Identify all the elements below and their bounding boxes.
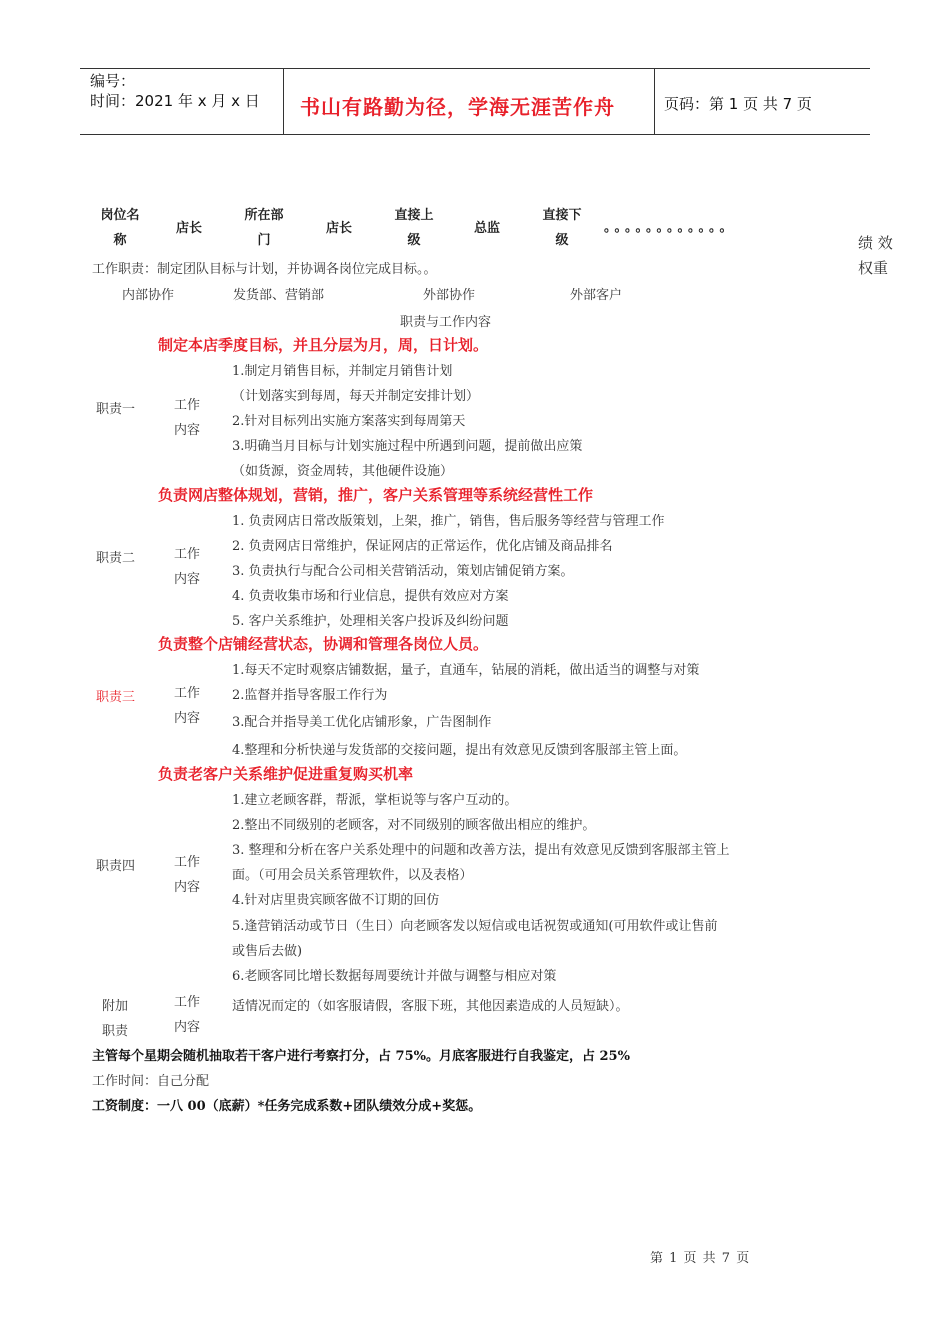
duty-3-title: 负责整个店铺经营状态，协调和管理各岗位人员。: [158, 635, 489, 653]
duty-2-work-content-label: 工作内容: [173, 547, 200, 587]
duty-1-line-2: （计划落实到每周，每天并制定安排计划）: [232, 389, 480, 404]
superior-value: 总监: [474, 221, 501, 236]
duty-2-line-4: 4. 负责收集市场和行业信息，提供有效应对方案: [232, 589, 509, 604]
duty-2-label: 职责二: [96, 551, 136, 566]
duty-4-label: 职责四: [96, 859, 136, 874]
internal-collab-label: 内部协作: [122, 288, 175, 303]
superior-label: 直接上级: [394, 208, 434, 248]
duty-3-line-4: 4.整理和分析快递与发货部的交接问题，提出有效意见反馈到客服部主管上面。: [232, 743, 687, 758]
doc-number-label: 编号：: [90, 72, 136, 90]
duty-4-line-1: 1.建立老顾客群，帮派，掌柜说等与客户互动的。: [232, 793, 518, 808]
duty-4-title: 负责老客户关系维护促进重复购买机率: [158, 765, 414, 783]
duty-1-line-4: 3.明确当月目标与计划实施过程中所遇到问题，提前做出应策: [232, 439, 583, 454]
header-motto: 书山有路勤为径，学海无涯苦作舟: [300, 95, 615, 119]
duty-3-label: 职责三: [96, 690, 136, 705]
internal-collab-value: 发货部、营销部: [233, 288, 325, 303]
extra-duty-content: 适情况而定的（如客服请假，客服下班，其他因素造成的人员短缺）。: [232, 999, 629, 1014]
kpi-label-1: 绩 效: [858, 234, 893, 252]
duty-2-line-2: 2. 负责网店日常维护，保证网店的正常运作，优化店铺及商品排名: [232, 539, 613, 554]
doc-time-label: 时间：2021 年 x 月 x 日: [90, 92, 260, 110]
duty-3-line-3: 3.配合并指导美工优化店铺形象，广告图制作: [232, 715, 492, 730]
subordinate-label: 直接下级: [542, 208, 582, 248]
page-footer: 第 1 页 共 7 页: [650, 1251, 751, 1266]
kpi-label-2: 权重: [858, 259, 889, 277]
duty-2-line-1: 1. 负责网店日常改版策划，上架，推广，销售，售后服务等经营与管理工作: [232, 514, 665, 529]
duty-4-line-4: 面。（可用会员关系管理软件，以及表格）: [232, 868, 473, 883]
duty-1-line-5: （如货源，资金周转，其他硬件设施）: [232, 464, 454, 479]
duty-4-line-7: 或售后去做): [232, 944, 303, 959]
extra-duty-label-2: 职责: [102, 1024, 129, 1039]
duty-4-work-content-label: 工作内容: [173, 855, 200, 895]
duty-2-title: 负责网店整体规划，营销，推广，客户关系管理等系统经营性工作: [158, 486, 594, 504]
dept-label: 所在部门: [244, 208, 284, 248]
duty-4-line-8: 6.老顾客同比增长数据每周要统计并做与调整与相应对策: [232, 969, 557, 984]
duty-3-work-content-label: 工作内容: [173, 686, 200, 726]
section-title: 职责与工作内容: [400, 315, 492, 330]
duty-4-line-2: 2.整出不同级别的老顾客，对不同级别的顾客做出相应的维护。: [232, 818, 596, 833]
duty-1-line-1: 1.制定月销售目标，并制定月销售计划: [232, 364, 453, 379]
duty-summary: 工作职责：制定团队目标与计划，并协调各岗位完成目标。。: [92, 262, 437, 277]
dept-value: 店长: [326, 221, 353, 236]
header-page-label: 页码：第 1 页 共 7 页: [664, 95, 812, 113]
post-name-value: 店长: [176, 221, 203, 236]
duty-4-line-5: 4.针对店里贵宾顾客做不订期的回仿: [232, 893, 440, 908]
duty-1-line-3: 2.针对目标列出实施方案落实到每周第天: [232, 414, 466, 429]
header-top-border: [80, 68, 870, 69]
header-divider-left: [283, 68, 284, 134]
duty-1-work-content-label: 工作内容: [173, 398, 200, 438]
duty-4-line-3: 3. 整理和分析在客户关系处理中的问题和改善方法，提出有效意见反馈到客服部主管上: [232, 843, 730, 858]
duty-4-line-6: 5.逢营销活动或节日（生日）向老顾客发以短信或电话祝贺或通知(可用软件或让售前: [232, 919, 718, 934]
salary-system: 工资制度：一八 00（底薪）*任务完成系数+团队绩效分成+奖惩。: [92, 1099, 482, 1114]
duty-2-line-5: 5. 客户关系维护，处理相关客户投诉及纠纷问题: [232, 614, 509, 629]
header-bottom-border: [80, 134, 870, 135]
duty-1-title: 制定本店季度目标，并且分层为月，周，日计划。: [158, 336, 489, 354]
header-divider-right: [654, 68, 655, 134]
duty-1-label: 职责一: [96, 402, 136, 417]
extra-duty-label-1: 附加: [102, 999, 129, 1014]
duty-3-line-2: 2.监督并指导客服工作行为: [232, 688, 388, 703]
duty-3-line-1: 1.每天不定时观察店铺数据，量子，直通车，钻展的消耗，做出适当的调整与对策: [232, 663, 700, 678]
assessment-note: 主管每个星期会随机抽取若干客户进行考察打分，占 75%。月底客服进行自我鉴定，占 25%: [92, 1049, 630, 1064]
post-name-label: 岗位名称: [100, 208, 140, 248]
subordinate-value: 。。。。。。。。。。。。: [604, 220, 737, 235]
duty-2-line-3: 3. 负责执行与配合公司相关营销活动，策划店铺促销方案。: [232, 564, 574, 579]
external-collab-label: 外部协作: [423, 288, 476, 303]
external-collab-value: 外部客户: [570, 288, 623, 303]
extra-duty-work-content-label: 工作内容: [173, 995, 200, 1035]
work-time: 工作时间：自己分配: [92, 1074, 210, 1089]
